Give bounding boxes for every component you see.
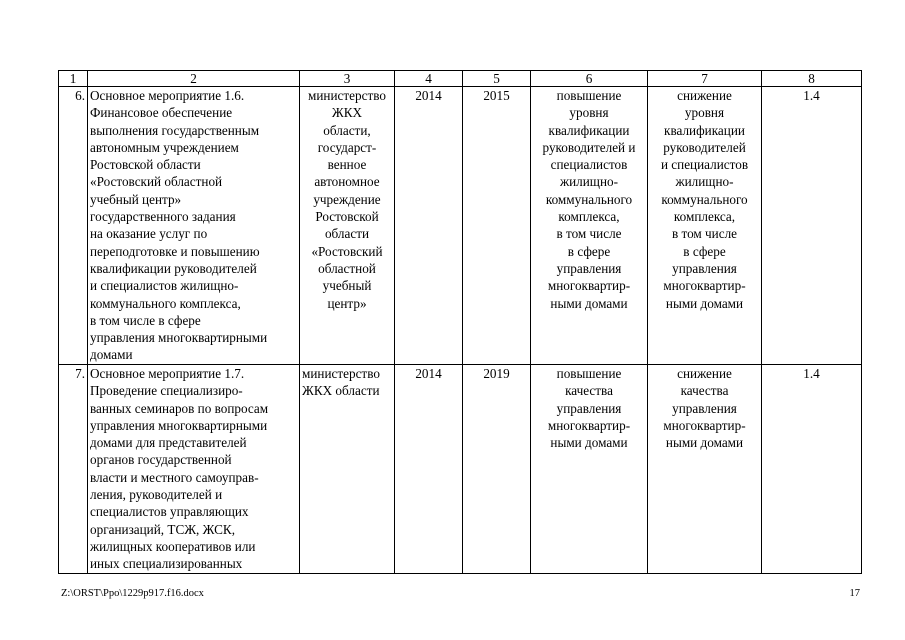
expected-result: повышение уровня квалификации руководителей и специалистов жилищно- коммунального комплекса, в том числе в сфере управления многоквартир- ными домами [531, 87, 648, 365]
end-year: 2019 [463, 365, 531, 574]
end-year: 2015 [463, 87, 531, 365]
expected-result: повышение качества управления многоквартир- ными домами [531, 365, 648, 574]
indicator-link: 1.4 [762, 365, 862, 574]
activity-title: Основное мероприятие 1.7. Проведение специализиро- ванных семинаров по вопросам управления многоквартирными домами для представителей органов государственной власти и местного самоуправ- ления, руководителей и специалистов управляющих организаций, ТСЖ, ЖСК, жилищных кооперативов или иных специализированных [88, 365, 300, 574]
column-header: 4 [395, 71, 463, 87]
table-row [59, 87, 862, 365]
executor-cell: министерство ЖКХ области [300, 365, 395, 574]
non-implementation-consequence: снижение уровня квалификации руководителей и специалистов жилищно- коммунального комплекса, в том числе в сфере управления многоквартир- ными домами [648, 87, 762, 365]
column-header: 6 [531, 71, 648, 87]
row-number: 7. [59, 365, 88, 574]
table-header-row [59, 71, 862, 87]
start-year: 2014 [395, 365, 463, 574]
column-header: 2 [88, 71, 300, 87]
row-number: 6. [59, 87, 88, 365]
footer-page-number: 17 [849, 588, 860, 599]
non-implementation-consequence: снижение качества управления многоквартир- ными домами [648, 365, 762, 574]
program-table [58, 70, 862, 574]
indicator-link: 1.4 [762, 87, 862, 365]
table-row [59, 365, 862, 574]
footer-file-path: Z:\ORST\Ppo\1229p917.f16.docx [61, 588, 204, 599]
column-header: 1 [59, 71, 88, 87]
executor-cell: министерство ЖКХ области, государст- венное автономное учреждение Ростовской области «Ростовский областной учебный центр» [300, 87, 395, 365]
activity-title: Основное мероприятие 1.6. Финансовое обеспечение выполнения государственным автономным учреждением Ростовской области «Ростовский областной учебный центр» государственного задания на оказание услуг по переподготовке и повышению квалификации руководителей и специалистов жилищно- коммунального комплекса, в том числе в сфере управления многоквартирными домами [88, 87, 300, 365]
column-header: 3 [300, 71, 395, 87]
column-header: 7 [648, 71, 762, 87]
start-year: 2014 [395, 87, 463, 365]
column-header: 8 [762, 71, 862, 87]
column-header: 5 [463, 71, 531, 87]
